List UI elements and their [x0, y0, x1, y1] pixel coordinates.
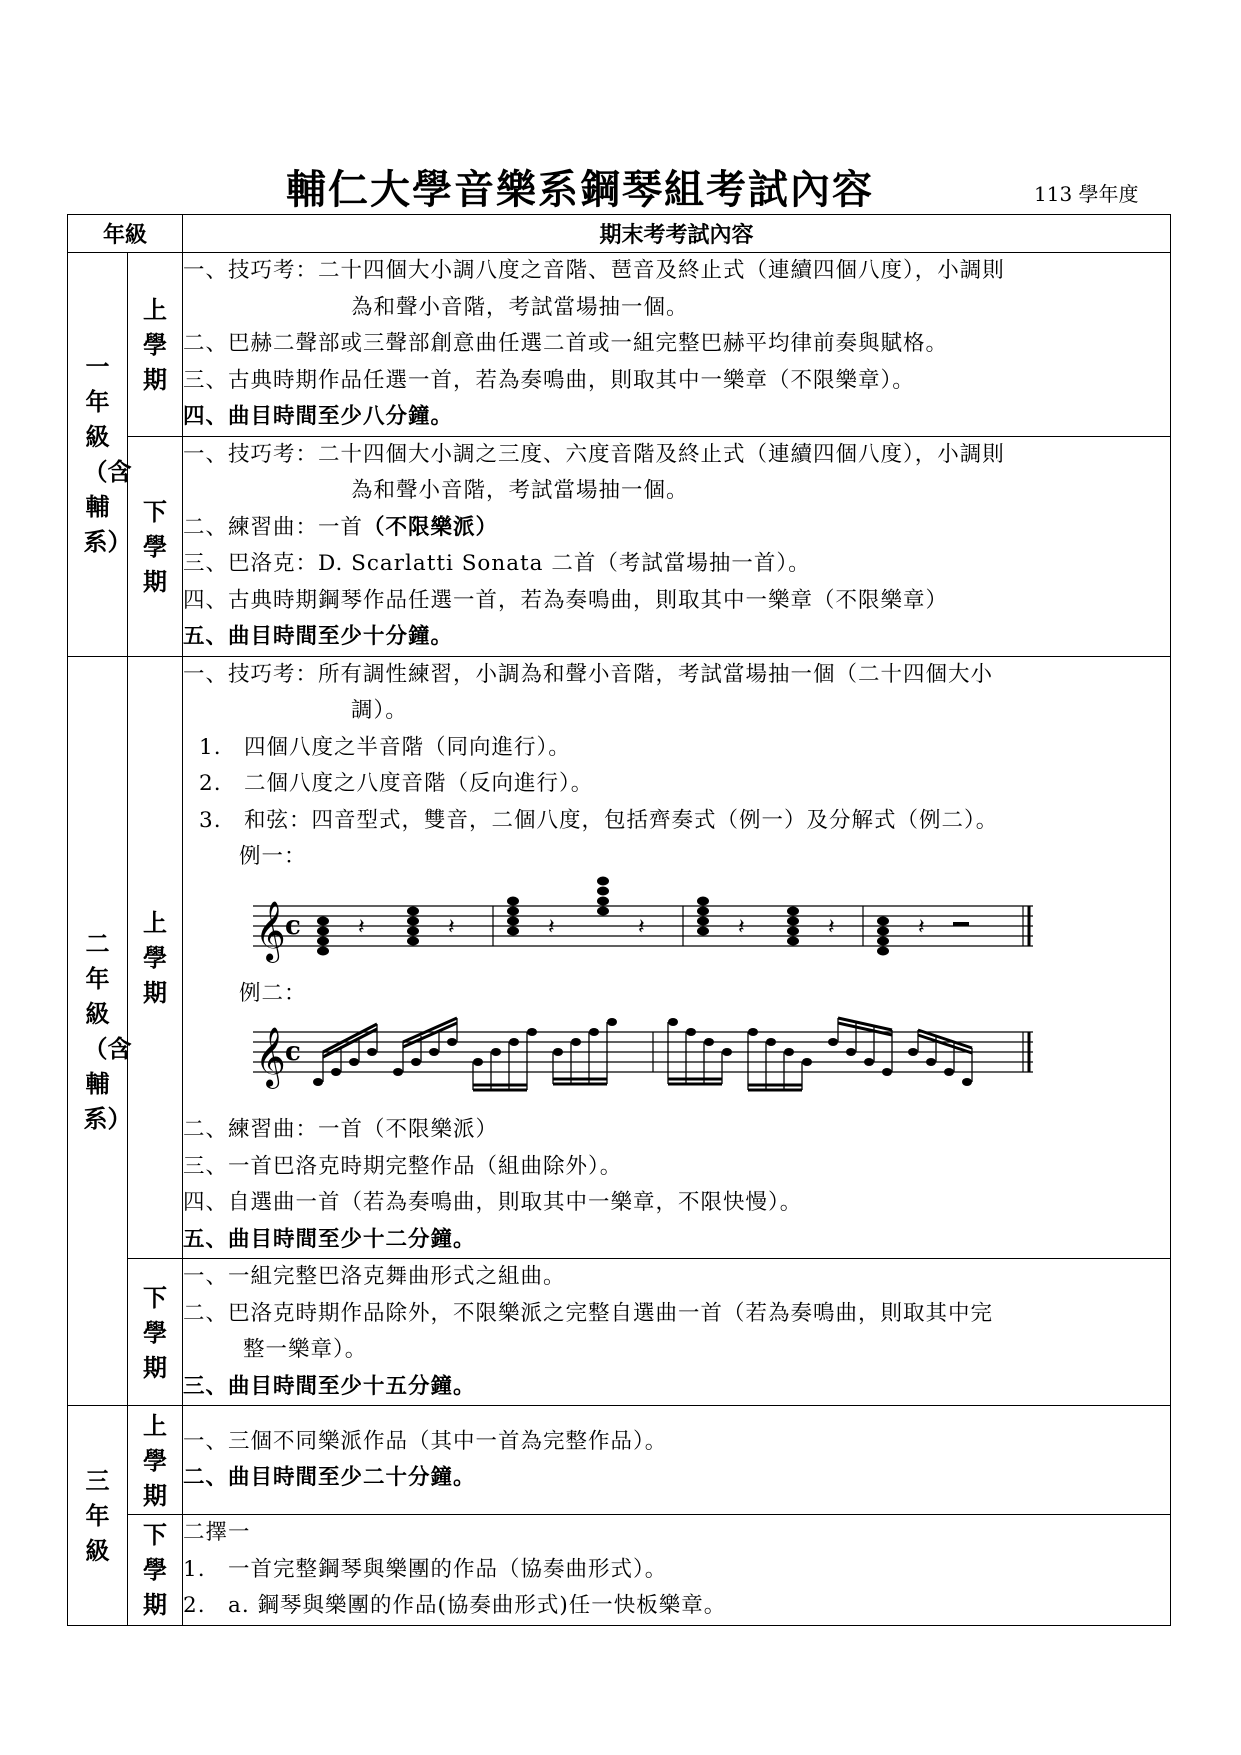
svg-text:𝄽: 𝄽 — [358, 914, 366, 940]
content-line: 四、自選曲一首（若為奏鳴曲，則取其中一樂章，不限快慢）。 — [183, 1190, 803, 1215]
svg-text:c: c — [285, 1037, 302, 1067]
music-example-2 — [183, 1012, 1170, 1112]
grade1-sem1-row — [68, 253, 1171, 437]
content-line: 一、技巧考：二十四個大小調之三度、六度音階及終止式（連續四個八度），小調則 — [183, 441, 1005, 467]
grade2-sem1-row — [68, 656, 1171, 1259]
content-line: 五、曲目時間至少十二分鐘。 — [183, 1226, 476, 1252]
content-line: 二擇一 — [183, 1520, 251, 1545]
content-column-header: 期末考考試內容 — [183, 215, 1171, 253]
svg-text:𝄽: 𝄽 — [448, 914, 456, 940]
grade1-label-cell — [68, 253, 132, 657]
grade1-sem2-content — [183, 436, 1171, 656]
content-line: 四、曲目時間至少八分鐘。 — [183, 404, 454, 429]
content-line: 整一樂章）。 — [243, 1337, 368, 1362]
svg-text:𝄽: 𝄽 — [828, 914, 836, 940]
semester-label: 上學期 — [143, 907, 167, 1007]
content-line: 一、三個不同樂派作品（其中一首為完整作品）。 — [183, 1428, 668, 1454]
content-line: 二、曲目時間至少二十分鐘。 — [183, 1465, 476, 1490]
grade3-sem1-content — [183, 1406, 1171, 1515]
content-line: 3. 和弦：四音型式，雙音，二個八度，包括齊奏式（例一）及分解式（例二）。 — [199, 807, 999, 833]
svg-text:c: c — [285, 910, 302, 941]
exam-table — [67, 214, 1171, 1626]
grade2-sem2-content — [183, 1259, 1171, 1406]
grade3-sem2-content — [183, 1515, 1171, 1626]
content-line: 二、練習曲：一首（不限樂派） — [183, 1117, 499, 1142]
grade3-sem1-label-cell — [128, 1406, 183, 1515]
svg-text:𝄽: 𝄽 — [548, 914, 556, 940]
content-line: 1. 四個八度之半音階（同向進行）。 — [199, 734, 571, 760]
semester-label: 下學期 — [143, 1520, 167, 1620]
page-title: 輔仁大學音樂系鋼琴組考試內容 — [286, 166, 874, 213]
music-example-1 — [183, 876, 1170, 976]
svg-text:𝄽: 𝄽 — [638, 914, 646, 940]
grade-column-header: 年級 — [68, 215, 183, 253]
content-line: 五、曲目時間至少十分鐘。 — [183, 624, 454, 649]
svg-text:𝄽: 𝄽 — [738, 914, 746, 940]
grade3-label-cell — [68, 1406, 128, 1626]
grade3-label: 三年級 — [85, 1465, 110, 1565]
grade3-sem2-label-cell — [128, 1515, 183, 1626]
content-line: 三、古典時期作品任選一首，若為奏鳴曲，則取其中一樂章（不限樂章）。 — [183, 367, 915, 393]
grade2-sem1-label-cell — [128, 656, 183, 1259]
content-line — [183, 510, 1170, 547]
grade2-sem2-label-cell — [128, 1259, 183, 1406]
grade3-sem2-row — [68, 1515, 1171, 1626]
grade1-sem2-label-cell — [128, 436, 183, 656]
grade2-label-cell — [68, 656, 132, 1406]
example-label: 例二： — [239, 980, 307, 1006]
content-text-bold: （不限樂派） — [363, 514, 499, 540]
content-text: 二、練習曲：一首 — [183, 514, 364, 540]
content-line: 一、技巧考：二十四個大小調八度之音階、琶音及終止式（連續四個八度），小調則 — [183, 258, 1005, 283]
semester-label: 上學期 — [143, 1410, 167, 1510]
svg-text:𝄽: 𝄽 — [918, 914, 926, 940]
svg-text:𝄞: 𝄞 — [255, 900, 287, 961]
content-line: 1. 一首完整鋼琴與樂團的作品（協奏曲形式）。 — [183, 1556, 668, 1582]
content-line: 三、一首巴洛克時期完整作品（組曲除外）。 — [183, 1153, 623, 1179]
table-header-row — [68, 215, 1171, 253]
grade3-sem1-row — [68, 1406, 1171, 1515]
grade1-sem2-row — [68, 436, 1171, 656]
semester-label: 上學期 — [143, 294, 167, 394]
content-line: 二、巴洛克時期作品除外，不限樂派之完整自選曲一首（若為奏鳴曲，則取其中完 — [183, 1300, 994, 1326]
svg-text:𝄞: 𝄞 — [255, 1027, 287, 1087]
grade2-label: 二年級（含輔系） — [83, 928, 132, 1133]
semester-label: 下學期 — [143, 1282, 167, 1382]
content-line: 一、技巧考：所有調性練習，小調為和聲小音階，考試當場抽一個（二十四個大小 — [183, 661, 994, 687]
content-line: 三、曲目時間至少十五分鐘。 — [183, 1373, 476, 1399]
grade1-sem1-label-cell — [128, 253, 183, 437]
content-line: 2. 二個八度之八度音階（反向進行）。 — [199, 771, 594, 796]
example-label: 例一： — [239, 844, 307, 869]
content-line: 調）。 — [351, 698, 408, 723]
academic-year: 113 學年度 — [1034, 182, 1139, 206]
content-line: 為和聲小音階，考試當場抽一個。 — [351, 478, 689, 503]
grade2-sem2-row — [68, 1259, 1171, 1406]
semester-label: 下學期 — [143, 496, 167, 596]
content-line: 二、巴赫二聲部或三聲部創意曲任選二首或一組完整巴赫平均律前奏與賦格。 — [183, 331, 949, 356]
grade2-sem1-content — [183, 656, 1171, 1259]
content-line: 三、巴洛克：D. Scarlatti Sonata 二首（考試當場抽一首）。 — [183, 551, 811, 576]
content-line: 2. a. 鋼琴與樂團的作品(協奏曲形式)任一快板樂章。 — [183, 1593, 727, 1618]
content-line: 一、一組完整巴洛克舞曲形式之組曲。 — [183, 1264, 566, 1289]
grade1-sem1-content — [183, 253, 1171, 437]
content-line: 四、古典時期鋼琴作品任選一首，若為奏鳴曲，則取其中一樂章（不限樂章） — [183, 587, 949, 613]
grade1-label: 一年級（含輔系） — [83, 352, 132, 557]
content-line: 為和聲小音階，考試當場抽一個。 — [351, 294, 689, 320]
